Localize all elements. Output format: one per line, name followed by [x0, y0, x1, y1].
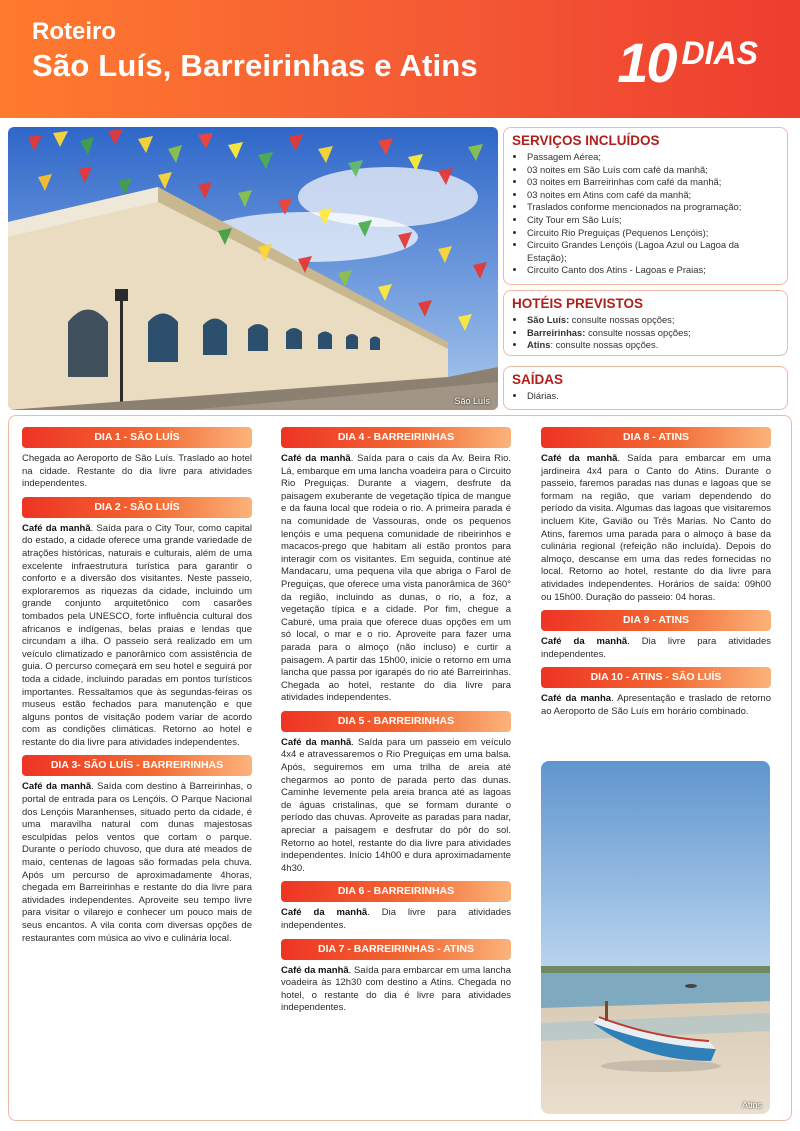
list-item: • Traslados conforme mencionados na programação; [526, 201, 779, 214]
day-4-title: DIA 4 - BARREIRINHAS [281, 427, 511, 448]
list-item: • City Tour em São Luís; [526, 214, 779, 227]
day-10-title: DIA 10 - ATINS - SÃO LUÍS [541, 667, 771, 688]
day-8-text: Café da manhã. Saída para embarcar em uma jardineira 4x4 para o Canto do Atins. Durante o passeio, faremos paradas nas dunas e lagoas que se formam na região, que variam dependendo do período da visita. Algumas das lagoas que visitaremos incluem Kite, Gavião ou Três Marias. No Canto do Atins, faremos uma parada para o almoço à base da culinária regional (refeição não incluída). Depois do almoço, descanse em uma das redes fornecidas no local. Retorno ao hotel, restante do dia livre para atividades independentes. Horários de saída: 09h00 ou 15h00. Duração do passeio: 04 horas. [541, 453, 771, 603]
day-1-text: Chegada ao Aeroporto de São Luís. Traslado ao hotel na cidade. Restante do dia livre para atividades independentes. [22, 453, 252, 490]
list-item [526, 339, 779, 352]
day-5-text: Café da manhã. Saída para um passeio em veículo 4x4 e atravessaremos o Rio Preguiças em uma balsa. Após, seguiremos em uma trilha de areia até chegarmos ao ponto de parada perto das dunas. Caminhe levemente pela areia branca até as lagoas de águas cristalinas, que se formam durante o período das chuvas. Aproveite as paradas para nadar, apreciar a paisagem e desfrutar do pôr do sol. Retorno ao hotel, restante do dia livre para atividades independentes. Início 14h00 e dura aproximadamente 4h30. [281, 736, 511, 874]
departures-title: SAÍDAS [512, 372, 564, 387]
list-item: • Circuito Grandes Lençóis (Lagoa Azul ou Lagoa da Estação); [526, 239, 779, 264]
list-item [526, 314, 779, 327]
hotel-text: : consulte nossas opções. [550, 339, 659, 351]
day-6-title: DIA 6 - BARREIRINHAS [281, 881, 511, 902]
hotel-text: consulte nossas opções; [585, 326, 691, 338]
sao-luis-photo [8, 127, 498, 410]
list-item: • Circuito Canto dos Atins - Lagoas e Praias; [526, 264, 779, 277]
header-subtitle: Roteiro [32, 18, 116, 45]
day-9-title: DIA 9 - ATINS [541, 610, 771, 631]
list-item: • Diárias. [526, 390, 779, 403]
day-8-title: DIA 8 - ATINS [541, 427, 771, 448]
day-3-text: Café da manhã. Saída com destino à Barreirinhas, o portal de entrada para os Lençóis. O Parque Nacional dos Lençóis Maranhenses, situado perto da cidade, é uma maravilha natural com dunas majestosas esculpidas pelos ventos que cortam o parque. Durante o período chuvoso, que dura até meados de maio, centenas de lagoas são formadas pela chuva. Após um percurso de aproximadamente 4horas, chegada em Barreirinhas e restante do dia livre para atividades independentes. Aproveite seu tempo livre para visitar o vilarejo e conhecer um pouco mais de seus encantos. A vila conta com diversas opções de restaurantes com música ao vivo e culinária local. [22, 781, 252, 944]
list-item: • Passagem Aérea; [526, 151, 779, 164]
itinerary-column-3 [541, 427, 771, 725]
list-item: • 03 noites em Atins com café da manhã; [526, 189, 779, 202]
services-box [503, 127, 788, 285]
day-10-text: Café da manha. Apresentação e traslado de retorno ao Aeroporto de São Luís em horário combinado. [541, 693, 772, 717]
day-2-text: Café da manhã. Saída para o City Tour, como capital do estado, a cidade oferece uma grande variedade de atrações históricas, naturais e culturais, além de uma excelente infraestrutura turística para garantir o conforto e a diversão dos visitantes. Neste passeio, exploraremos as riquezas da cidade, incluindo um grande conjunto arquitetônico com casarões tombados pela UNESCO, forte influência cultural dos africanos e indígenas, belas praias e lendas que circundam a ilha. O passeio será realizado em um veículo climatizado e panorâmico com assistência de guia. O percurso começará em seu hotel e seguirá por toda a cidade, incluindo paradas em pontos turísticos importantes. Ressaltamos que às segundas-feiras os museus estão fechados para manutenção e que alguns pontos de visitação podem variar de acordo com as condições climáticas. Retorno ao hotel e restante do dia livre para atividades independentes. [22, 522, 252, 748]
services-list [512, 151, 779, 277]
itinerary-column-2 [281, 427, 511, 1021]
days-number: 10 [617, 31, 676, 94]
list-item: • 03 noites em Barreirinhas com café da manhã; [526, 176, 779, 189]
hotels-title: HOTÉIS PREVISTOS [512, 296, 644, 311]
day-7-title: DIA 7 - BARREIRINHAS - ATINS [281, 939, 511, 960]
photo-caption-atins: Atins [741, 1100, 762, 1110]
atins-photo [541, 761, 770, 1114]
departures-list [512, 390, 779, 403]
header-banner [0, 0, 800, 118]
list-item: • 03 noites em São Luís com café da manhã; [526, 164, 779, 177]
day-7-text: Café da manhã. Saída para embarcar em uma lancha voadeira às 12h30 com destino a Atins. Chegada no hotel, o restante do dia é livre para atividades independentes. [281, 964, 511, 1014]
hotel-city: Atins [527, 339, 551, 351]
list-item: • Circuito Rio Preguiças (Pequenos Lençóis); [526, 227, 779, 240]
day-4-text: Café da manhã. Saída para o cais da Av. Beira Rio. Lá, embarque em uma lancha voadeira para o Circuito Rio Preguiças. Durante a viagem, desfrute da paisagem exuberante de vegetação típica de mangue e da fauna local que rodeia o rio. A primeira parada é na comunidade de Vassouras, onde os pequenos lençóis e uma pequena comunidade de ribeirinhos e macacos-prego que habitam ali estão prontos para interagir com os visitantes. Em seguida, continue até Mandacaru, uma pequena vila que abriga o Farol de Preguiças, que oferece uma vista panorâmica de 360° da região, incluindo as dunas, o rio, a foz, a vegetação típica e a cidade. Por fim, chegue a Caburé, uma praia que oferece duas opções em um só local, o mar e o rio. Aproveite para fazer uma parada para o almoço (não incluso) e curtir a paisagem. A partir das 15h00, inicie o retorno em uma lancha que passa por igarapés do rio até Barreirinhas. Chegada ao hotel, restante do dia livre para atividades independentes. [281, 453, 511, 704]
services-title: SERVIÇOS INCLUÍDOS [512, 133, 660, 148]
hotel-city: Barreirinhas: [527, 326, 586, 338]
day-5-title: DIA 5 - BARREIRINHAS [281, 711, 511, 732]
header-title: São Luís, Barreirinhas e Atins [32, 48, 478, 83]
day-2-title: DIA 2 - SÃO LUÍS [22, 497, 252, 518]
hotel-city: São Luís: [527, 314, 570, 325]
itinerary-column-1 [22, 427, 252, 951]
photo-caption-sao-luis: São Luís [454, 396, 490, 406]
day-6-text: Café da manhã. Dia livre para atividades independentes. [281, 907, 512, 931]
list-item [526, 327, 779, 340]
hotel-text: consulte nossas opções; [569, 314, 675, 325]
days-badge [617, 30, 758, 95]
hotels-box [503, 290, 788, 356]
day-1-title: DIA 1 - SÃO LUÍS [22, 427, 252, 448]
departures-box [503, 366, 788, 410]
day-9-text: Café da manhã. Dia livre para atividades independentes. [541, 636, 772, 660]
hotels-list [512, 314, 779, 352]
day-3-title: DIA 3- SÃO LUÍS - BARREIRINHAS [22, 755, 252, 776]
days-label: DIAS [681, 35, 758, 71]
